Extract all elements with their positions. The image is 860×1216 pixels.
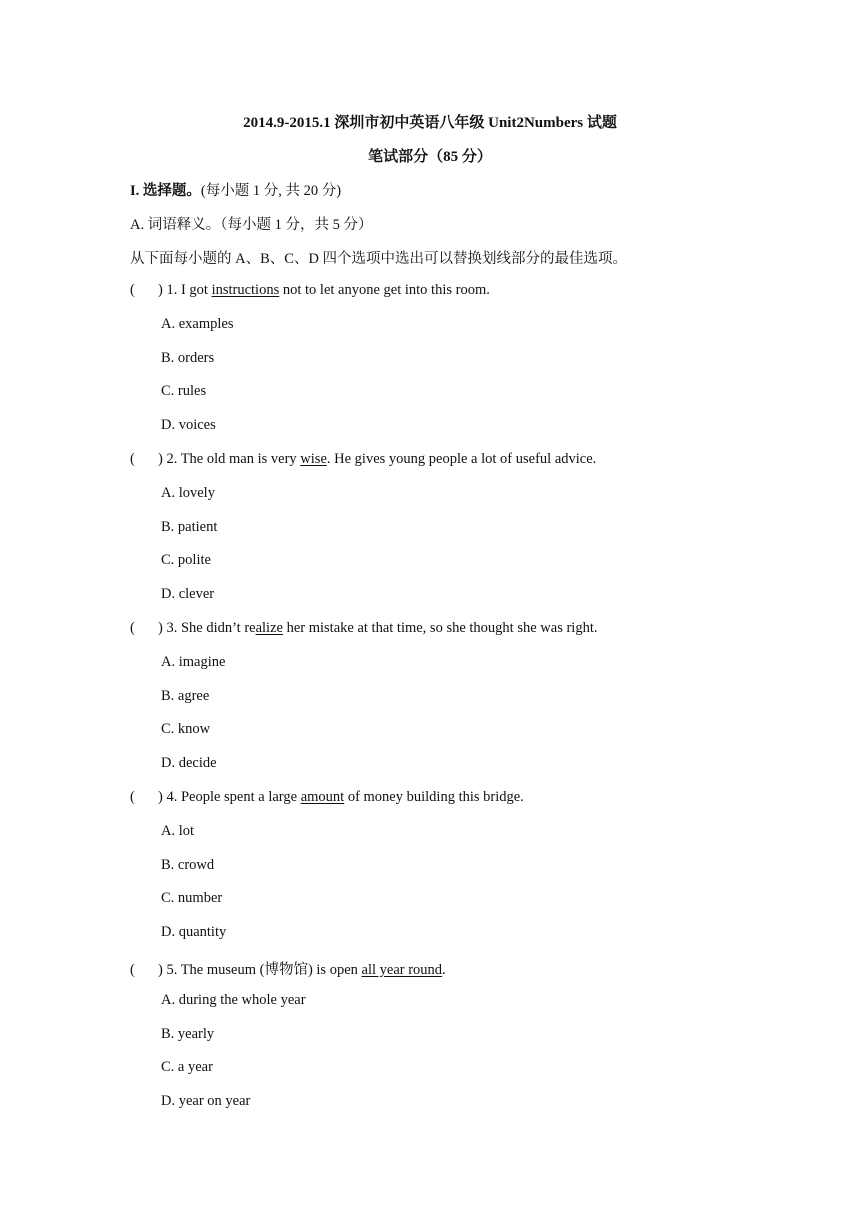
option-a: A. lot — [161, 823, 195, 839]
option-b: B. patient — [161, 519, 218, 535]
question-text-post: her mistake at that time, so she thought she was right. — [282, 620, 598, 636]
option-d: D. quantity — [161, 924, 227, 940]
option-c: C. a year — [161, 1059, 213, 1075]
option-d: D. decide — [161, 755, 217, 771]
question-1 — [130, 282, 490, 299]
document-title: 2014.9-2015.1 深圳市初中英语八年级 Unit2Numbers 试题 — [243, 115, 617, 131]
option-b: B. yearly — [161, 1026, 215, 1042]
question-text-post: . — [442, 962, 446, 978]
option-c: C. number — [161, 890, 223, 906]
question-text-pre: ) 3. She didn’t re — [158, 620, 256, 636]
question-text-post: not to let anyone get into this room. — [279, 282, 490, 298]
answer-blank: ( — [130, 789, 135, 805]
part-a-heading: A. 词语释义。（每小题 1 分，共 5 分） — [130, 217, 373, 233]
option-d: D. voices — [161, 417, 216, 433]
option-c: C. rules — [161, 383, 207, 399]
question-4 — [130, 789, 524, 806]
answer-blank: ( — [130, 282, 135, 298]
underlined-word: wise — [300, 451, 327, 467]
section-heading-score: (每小题 1 分, 共 20 分) — [200, 183, 342, 199]
question-text-pre: ) 4. People spent a large — [158, 789, 301, 805]
option-a: A. imagine — [161, 654, 226, 670]
question-text-pre: ) 1. I got — [158, 282, 212, 298]
question-text-post: of money building this bridge. — [344, 789, 524, 805]
underlined-word: amount — [300, 789, 345, 805]
underlined-word: all year round — [361, 962, 443, 978]
question-text-pre: ) 5. The museum (博物馆) is open — [158, 962, 362, 978]
instruction-text: 从下面每小题的 A、B、C、D 四个选项中选出可以替换划线部分的最佳选项。 — [130, 251, 628, 267]
question-3 — [130, 620, 597, 637]
option-d: D. clever — [161, 586, 215, 602]
section-heading-label: I. 选择题。 — [130, 183, 201, 199]
option-a: A. during the whole year — [161, 992, 306, 1008]
option-b: B. crowd — [161, 857, 215, 873]
section-heading — [130, 179, 341, 200]
option-c: C. polite — [161, 552, 211, 568]
option-c: C. know — [161, 721, 211, 737]
question-text-post: . He gives young people a lot of useful advice. — [326, 451, 597, 467]
answer-blank: ( — [130, 451, 135, 467]
option-a: A. examples — [161, 316, 234, 332]
answer-blank: ( — [130, 962, 135, 978]
document-subtitle: 笔试部分（85 分） — [368, 149, 492, 165]
question-5 — [130, 958, 446, 979]
underlined-word: alize — [255, 620, 283, 636]
option-b: B. orders — [161, 350, 215, 366]
answer-blank: ( — [130, 620, 135, 636]
question-2 — [130, 451, 596, 468]
question-text-pre: ) 2. The old man is very — [158, 451, 301, 467]
option-b: B. agree — [161, 688, 210, 704]
option-d: D. year on year — [161, 1093, 251, 1109]
underlined-word: instructions — [211, 282, 280, 298]
option-a: A. lovely — [161, 485, 215, 501]
